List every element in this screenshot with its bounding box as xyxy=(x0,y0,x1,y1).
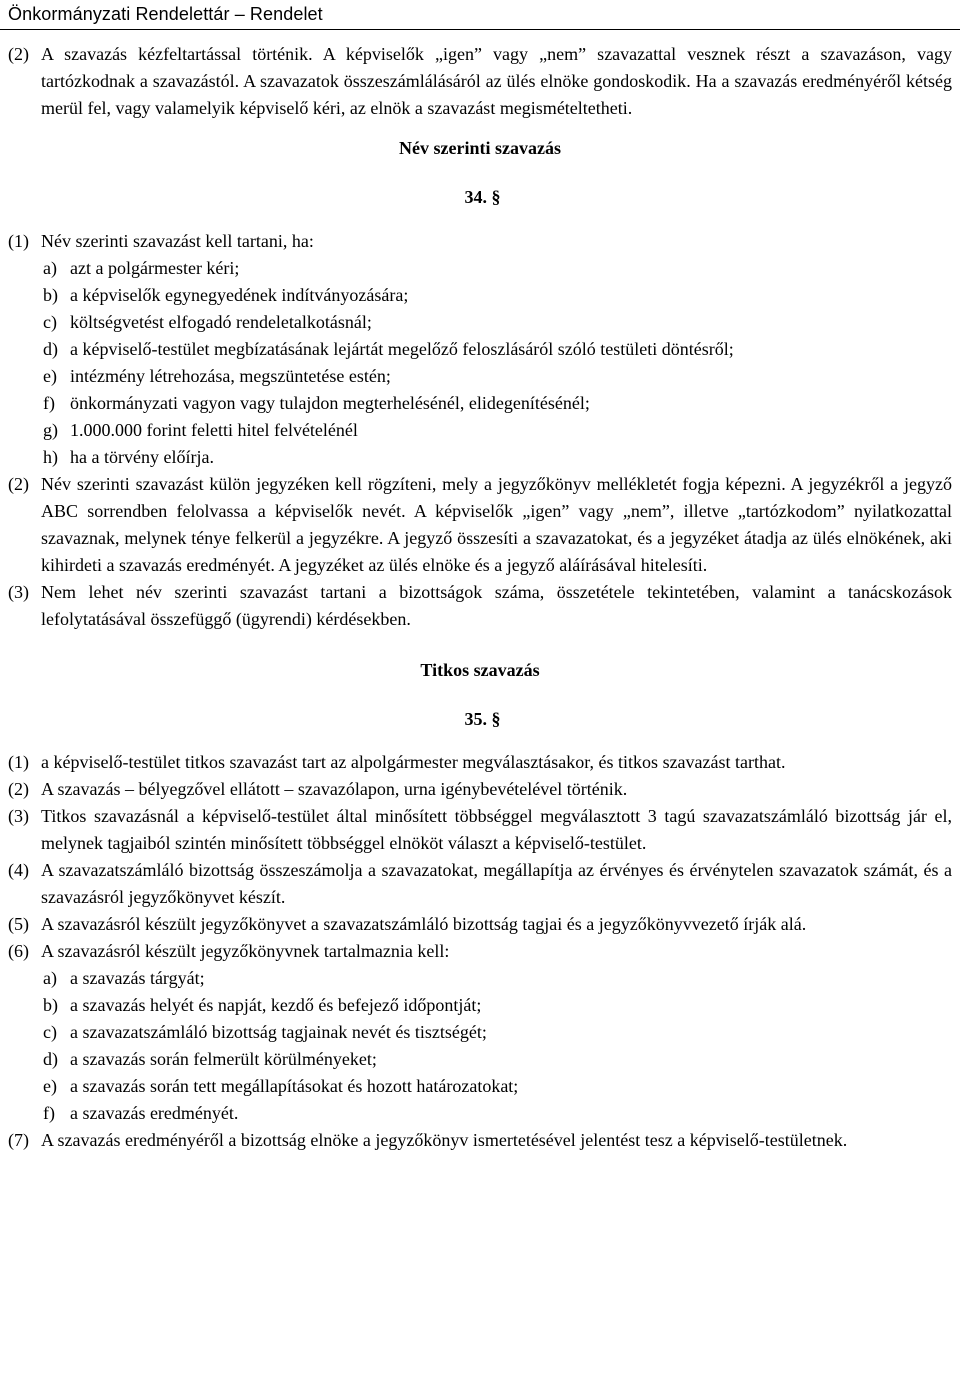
paragraph-number: (1) xyxy=(8,231,29,251)
paragraph-text: Név szerinti szavazást kell tartani, ha: xyxy=(41,231,314,251)
document-body xyxy=(8,41,952,1154)
item-letter: a) xyxy=(43,258,57,278)
paragraph-text: A szavazás kézfeltartással történik. A képviselők „igen” vagy „nem” szavazattal vesznek részt a szavazáson, vagy tartózkodnak a szavazástól. A szavazatok összeszámlálásáról az ülés elnöke gondoskodik. Ha a szavazás eredményéről kétség merül fel, vagy valamelyik képviselő kéri, az elnök a szavazást megismételtetheti. xyxy=(41,44,952,118)
list-item xyxy=(8,282,952,309)
list-item xyxy=(8,390,952,417)
item-text: a képviselő-testület megbízatásának lejártát megelőző feloszlásáról szóló testületi döntésről; xyxy=(70,339,734,359)
paragraph xyxy=(8,857,952,911)
item-letter: f) xyxy=(43,393,55,413)
item-text: a képviselők egynegyedének indítványozására; xyxy=(70,285,409,305)
item-text: ha a törvény előírja. xyxy=(70,447,214,467)
item-text: a szavazás során tett megállapításokat és hozott határozatokat; xyxy=(70,1076,519,1096)
paragraph xyxy=(8,803,952,857)
item-letter: c) xyxy=(43,1022,57,1042)
item-text: intézmény létrehozása, megszüntetése estén; xyxy=(70,366,391,386)
list-item xyxy=(8,992,952,1019)
paragraph-text: A szavazás – bélyegzővel ellátott – szavazólapon, urna igénybevételével történik. xyxy=(41,779,628,799)
item-text: önkormányzati vagyon vagy tulajdon megterhelésénél, elidegenítésénél; xyxy=(70,393,590,413)
section-number: 35. § xyxy=(464,709,501,729)
item-letter: d) xyxy=(43,339,58,359)
item-letter: b) xyxy=(43,995,58,1015)
item-text: azt a polgármester kéri; xyxy=(70,258,240,278)
item-text: a szavazás helyét és napját, kezdő és befejező időpontját; xyxy=(70,995,482,1015)
paragraph-number: (4) xyxy=(8,860,29,880)
paragraph-text: A szavazatszámláló bizottság összeszámolja a szavazatokat, megállapítja az érvényes és érvénytelen szavazatok számát, és a szavazásról jegyzőkönyvet készít. xyxy=(41,860,952,907)
header-rule xyxy=(0,29,960,30)
paragraph xyxy=(8,749,952,776)
list-item xyxy=(8,336,952,363)
item-text: a szavazás tárgyát; xyxy=(70,968,205,988)
item-letter: b) xyxy=(43,285,58,305)
paragraph xyxy=(8,1127,952,1154)
section-title: Név szerinti szavazás xyxy=(399,138,561,158)
paragraph-number: (2) xyxy=(8,779,29,799)
item-letter: d) xyxy=(43,1049,58,1069)
paragraph-text: Név szerinti szavazást külön jegyzéken kell rögzíteni, mely a jegyzőkönyv mellékletét fogja képezni. A jegyzékről a jegyző ABC sorrendben felolvassa a képviselők nevét. A képviselők „igen” vagy „nem”, illetve „tartózkodom” nyilatkozattal szavaznak, melynek ténye felkerül a jegyzékre. A jegyző összesíti a szavazatokat, és a jegyzéket átadja az ülés elnökének, aki kihirdeti a szavazás eredményét. A jegyzéket az ülés elnöke és a jegyző aláírásával hitelesíti. xyxy=(41,474,952,575)
list-item xyxy=(8,1100,952,1127)
paragraph-text: a képviselő-testület titkos szavazást tart az alpolgármester megválasztásakor, és titkos szavazást tarthat. xyxy=(41,752,786,772)
paragraph-number: (3) xyxy=(8,582,29,602)
paragraph-text: A szavazásról készült jegyzőkönyvnek tartalmaznia kell: xyxy=(41,941,450,961)
paragraph xyxy=(8,938,952,965)
item-text: 1.000.000 forint feletti hitel felvételénél xyxy=(70,420,358,440)
paragraph-text: Nem lehet név szerinti szavazást tartani a bizottságok száma, összetétele tekintetében, valamint a tanácskozások lefolytatásával összefüggő (ügyrendi) kérdésekben. xyxy=(41,582,952,629)
item-letter: e) xyxy=(43,1076,57,1096)
item-letter: f) xyxy=(43,1103,55,1123)
section-number: 34. § xyxy=(464,187,501,207)
paragraph-number: (3) xyxy=(8,806,29,826)
item-letter: h) xyxy=(43,447,58,467)
list-item xyxy=(8,965,952,992)
list-item xyxy=(8,1046,952,1073)
item-text: a szavazás eredményét. xyxy=(70,1103,239,1123)
item-letter: e) xyxy=(43,366,57,386)
list-item xyxy=(8,363,952,390)
paragraph-number: (2) xyxy=(8,474,29,494)
paragraph xyxy=(8,471,952,579)
list-item xyxy=(8,309,952,336)
paragraph-number: (2) xyxy=(8,44,29,64)
paragraph xyxy=(8,41,952,122)
item-letter: g) xyxy=(43,420,58,440)
paragraph xyxy=(8,579,952,633)
item-text: a szavazás során felmerült körülményeket; xyxy=(70,1049,377,1069)
list-item xyxy=(8,255,952,282)
page-header: Önkormányzati Rendelettár – Rendelet xyxy=(8,4,323,24)
paragraph-number: (7) xyxy=(8,1130,29,1150)
paragraph xyxy=(8,911,952,938)
paragraph-number: (5) xyxy=(8,914,29,934)
paragraph-number: (6) xyxy=(8,941,29,961)
item-letter: c) xyxy=(43,312,57,332)
section-title: Titkos szavazás xyxy=(420,660,540,680)
paragraph xyxy=(8,776,952,803)
item-letter: a) xyxy=(43,968,57,988)
paragraph xyxy=(8,228,952,255)
list-item xyxy=(8,444,952,471)
list-item xyxy=(8,1019,952,1046)
paragraph-text: A szavazásról készült jegyzőkönyvet a szavazatszámláló bizottság tagjai és a jegyzőkönyvvezető írják alá. xyxy=(41,914,807,934)
item-text: költségvetést elfogadó rendeletalkotásnál; xyxy=(70,312,372,332)
paragraph-text: Titkos szavazásnál a képviselő-testület által minősített többséggel megválasztott 3 tagú szavazatszámláló bizottság jár el, melynek tagjaiból szintén minősített többséggel elnököt választ a képviselő-testület. xyxy=(41,806,952,853)
list-item xyxy=(8,417,952,444)
paragraph-number: (1) xyxy=(8,752,29,772)
list-item xyxy=(8,1073,952,1100)
item-text: a szavazatszámláló bizottság tagjainak nevét és tisztségét; xyxy=(70,1022,487,1042)
paragraph-text: A szavazás eredményéről a bizottság elnöke a jegyzőkönyv ismertetésével jelentést tesz a képviselő-testületnek. xyxy=(41,1130,848,1150)
